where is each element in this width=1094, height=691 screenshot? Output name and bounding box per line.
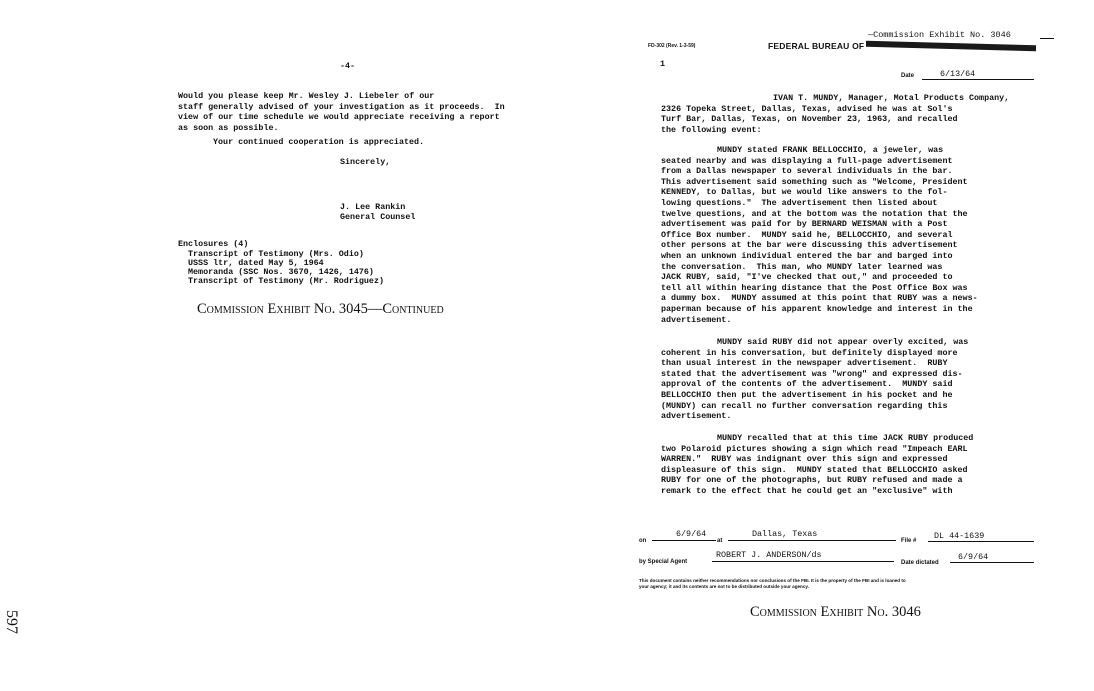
agent-underline [712, 561, 894, 562]
on-value: 6/9/64 [676, 529, 707, 539]
fbi-disclaimer: This document contains neither recommendations nor conclusions of the FBI. It is the property of the FBI and is loaned to your agency; it and its contents are not to be distributed outside your agency. [639, 578, 906, 589]
signer-name: J. Lee Rankin [340, 202, 406, 212]
file-label: File # [901, 538, 917, 544]
report-paragraph-4: MUNDY recalled that at this time JACK RUBY produced two Polaroid pictures showing a sign which read "Impeach EARL WARREN." RUBY was indignant over this sign and expressed displeasure of this sign. MUNDY stated that BELLOCCHIO asked RUBY for one of the photographs, but RUBY refused and made a remark to the effect that he could get an "exclusive" with [661, 433, 974, 496]
file-underline [928, 541, 1034, 542]
page-number: 597 [3, 610, 20, 634]
dictated-underline [950, 562, 1034, 563]
redaction-bar [866, 41, 1036, 51]
at-label: at [717, 538, 723, 544]
agency-title: FEDERAL BUREAU OF [768, 41, 865, 51]
page-mark: 1 [660, 59, 666, 69]
letter-closing: Sincerely, [340, 157, 391, 167]
agent-label: by Special Agent [639, 559, 688, 565]
at-value: Dallas, Texas [752, 529, 818, 539]
signer-title: General Counsel [340, 212, 416, 222]
report-paragraph-3: MUNDY said RUBY did not appear overly excited, was coherent in his conversation, but definitely displayed more than usual interest in the newspaper advertisement. RUBY stated that the advertisement was "wrong" and expressed dis- approval of the contents of the advertisement. MUNDY said BELLOCCHIO then put the advertisement in his pocket and he (MUNDY) can recall no further conversation regarding this advertisement. [661, 337, 969, 422]
letter-paragraph-1: Would you please keep Mr. Wesley J. Liebeler of our staff generally advised of your investigation as it proceeds. In view of our time schedule we would appreciate receiving a report as soon as possible. [178, 91, 505, 133]
exhibit-stamp: —Commission Exhibit No. 3046 [868, 30, 1011, 40]
enclosure-item: Transcript of Testimony (Mr. Rodriguez) [188, 276, 385, 286]
on-label: on [639, 538, 647, 544]
dictated-value: 6/9/64 [958, 552, 989, 562]
stamp-dash [1040, 38, 1054, 39]
on-underline [652, 540, 716, 541]
form-number: FD-302 (Rev. 1-3-59) [648, 43, 696, 49]
letter-paragraph-2: Your continued cooperation is appreciated. [213, 137, 425, 147]
date-underline [922, 79, 1034, 80]
enclosure-item: USSS ltr, dated May 5, 1964 [188, 258, 324, 268]
report-paragraph-1: IVAN T. MUNDY, Manager, Motal Products Company, 2326 Topeka Street, Dallas, Texas, advised he was at Sol's Turf Bar, Dallas, Texas, on November 23, 1963, and recalled the following event: [661, 93, 1010, 135]
dictated-label: Date dictated [901, 560, 939, 566]
file-value: DL 44-1639 [934, 531, 985, 541]
date-label: Date [901, 73, 915, 79]
agent-value: ROBERT J. ANDERSON/ds [716, 550, 822, 560]
enclosure-item: Transcript of Testimony (Mrs. Odio) [188, 249, 364, 259]
date-value: 6/13/64 [940, 69, 976, 79]
exhibit-caption-left: Commission Exhibit No. 3045—Continued [197, 301, 444, 317]
report-paragraph-2: MUNDY stated FRANK BELLOCCHIO, a jeweler, was seated nearby and was displaying a full-page advertisement from a Dallas newspaper to several individuals in the bar. This advertisement said something such as "Welcome, President KENNEDY, to Dallas, but we would like answers to the fol- lowing questions." The advertisement then listed about twelve questions, and at the bottom was the notation that the advertisement was paid for by BERNARD WEISMAN with a Post Office Box number. MUNDY said he, BELLOCCHIO, and several other persons at the bar were discussing this advertisement when an unknown individual entered the bar and barged into the conversation. This man, who MUNDY later learned was JACK RUBY, said, "I've checked that out," and proceeded to tell all within hearing distance that the Post Office Box was a dummy box. MUNDY assumed at this point that RUBY was a news- paperman because of his apparent knowledge and interest in the advertisement. [661, 145, 978, 325]
exhibit-caption-right: Commission Exhibit No. 3046 [750, 604, 921, 620]
enclosure-item: Memoranda (SSC Nos. 3670, 1426, 1476) [188, 267, 374, 277]
at-underline [728, 540, 896, 541]
page-marker: -4- [340, 61, 356, 71]
enclosures-heading: Enclosures (4) [178, 239, 249, 249]
